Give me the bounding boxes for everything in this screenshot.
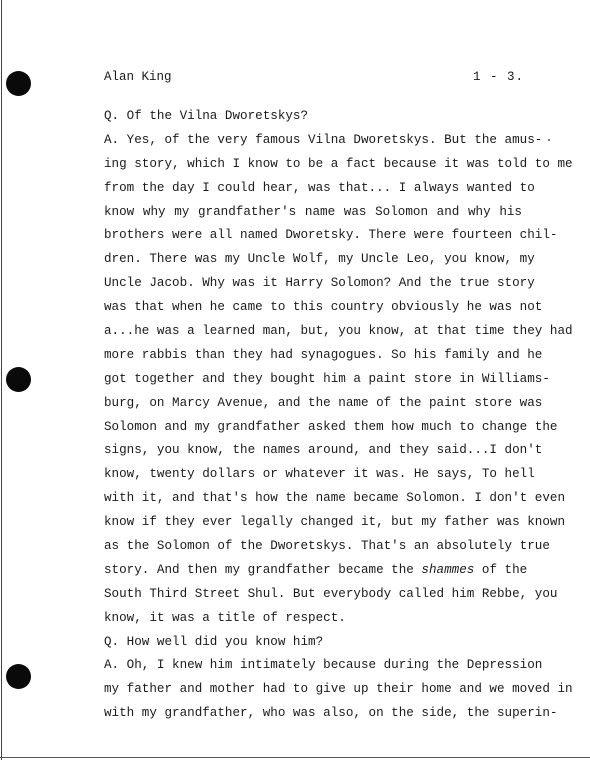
- transcript-line: A. Oh, I knew him intimately because during the Depression: [104, 658, 543, 673]
- page-number: 1 - 3.: [472, 70, 524, 84]
- transcript-line: with it, and that's how the name became Solomon. I don't even: [104, 491, 566, 506]
- transcript-line: as the Solomon of the Dworetskys. That's an absolutely true: [104, 539, 550, 554]
- page-header: [104, 70, 524, 88]
- transcript-line: ing story, which I know to be a fact because it was told to me: [104, 156, 573, 171]
- transcript-line: a...he was a learned man, but, you know, at that time they had: [104, 324, 573, 339]
- binder-hole-middle: [6, 367, 31, 392]
- transcript-line: [104, 562, 528, 586]
- transcript-line: with my grandfather, who was also, on the side, the superin-: [104, 706, 558, 721]
- transcript-line: Uncle Jacob. Why was it Harry Solomon? And the true story: [104, 276, 535, 291]
- transcript-line: got together and they bought him a paint store in Williams-: [104, 371, 550, 386]
- transcript-line: brothers were all named Dworetsky. There were fourteen chil-: [104, 228, 558, 243]
- transcript-line: from the day I could hear, was that... I always wanted to: [104, 180, 535, 195]
- transcript-line: my father and mother had to give up their home and we moved in: [104, 682, 573, 697]
- transcript-body: [104, 108, 573, 729]
- line-text: of the: [474, 562, 528, 577]
- transcript-line: Q. Of the Vilna Dworetskys?: [104, 109, 309, 123]
- scan-speck: [548, 139, 550, 141]
- binder-hole-bottom: [6, 664, 31, 689]
- transcript-line: know why my grandfather's name was Solomon and why his: [104, 204, 522, 219]
- transcript-line: A. Yes, of the very famous Vilna Dworetskys. But the amus-: [104, 132, 543, 147]
- binder-hole-top: [6, 71, 31, 96]
- transcript-line: South Third Street Shul. But everybody called him Rebbe, you: [104, 586, 558, 601]
- transcript-line: dren. There was my Uncle Wolf, my Uncle Leo, you know, my: [104, 252, 535, 267]
- transcript-line: Solomon and my grandfather asked them how much to change the: [104, 419, 558, 434]
- page-left-edge: [1, 0, 2, 760]
- interviewee-name: Alan King: [104, 70, 172, 84]
- transcript-line: burg, on Marcy Avenue, and the name of the paint store was: [104, 395, 543, 410]
- transcript-line: know if they ever legally changed it, but my father was known: [104, 515, 566, 530]
- transcript-line: Q. How well did you know him?: [104, 634, 324, 649]
- italic-term: shammes: [421, 562, 475, 577]
- transcript-line: signs, you know, the names around, and they said...I don't: [104, 443, 543, 458]
- transcript-line: know, it was a title of respect.: [104, 610, 346, 625]
- transcript-line: more rabbis than they had synagogues. So his family and he: [104, 347, 543, 362]
- transcript-line: was that when he came to this country obviously he was not: [104, 300, 543, 315]
- transcript-line: know, twenty dollars or whatever it was. He says, To hell: [104, 467, 535, 482]
- line-text: story. And then my grandfather became the: [104, 562, 422, 577]
- page-bottom-edge: [0, 757, 590, 758]
